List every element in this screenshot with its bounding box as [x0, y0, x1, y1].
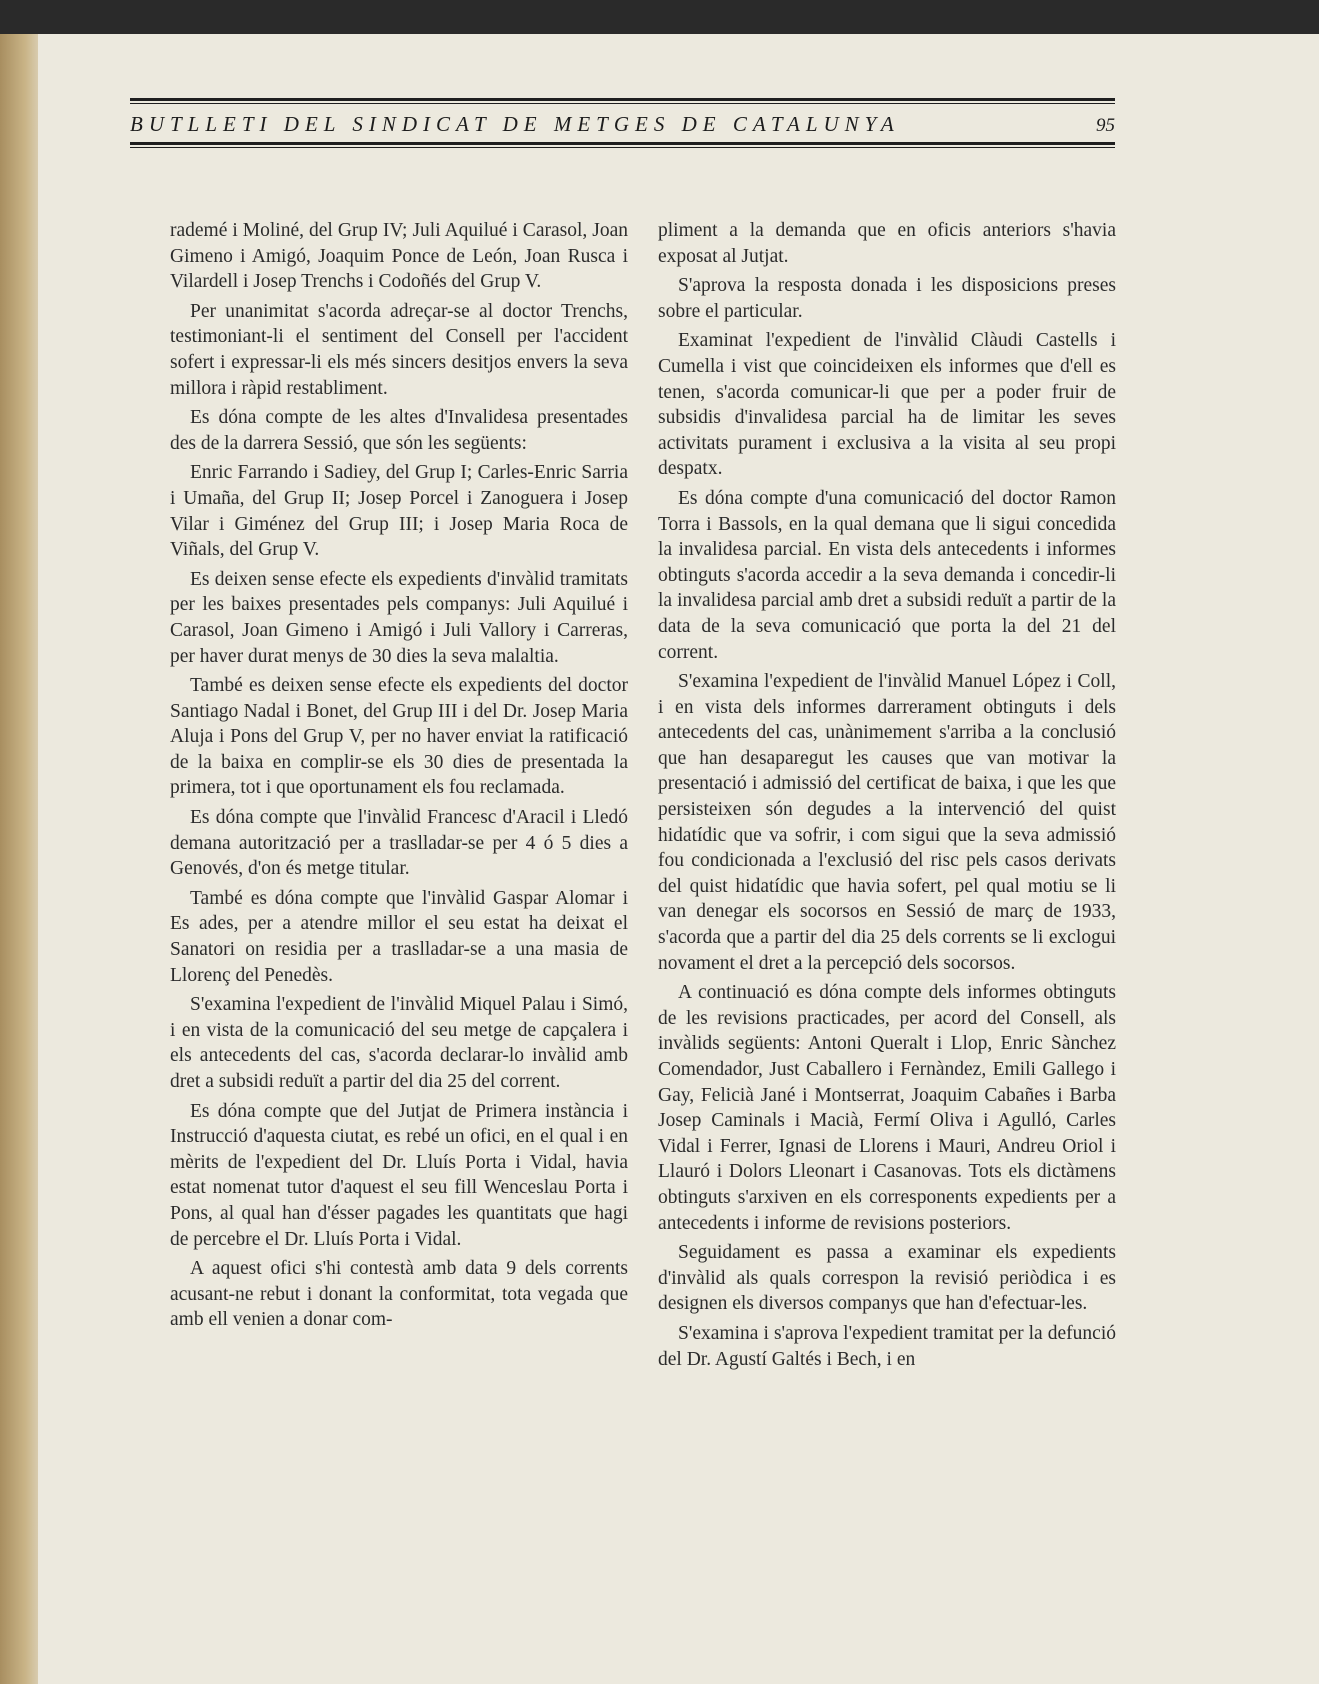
paragraph: Es dóna compte de les altes d'Invalidesa presentades des de la darrera Sessió, que són les següents: [170, 407, 628, 454]
paragraph: També es dóna compte que l'invàlid Gaspar Alomar i Es ades, per a atendre millor el seu estat ha deixat el Sanatori on residia per a traslladar-se a una masia de Llorenç del Penedès. [170, 887, 628, 986]
paragraph: Es dóna compte que del Jutjat de Primera instància i Instrucció d'aquesta ciutat, es rebé un ofici, en el qual i en mèrits de l'expedient del Dr. Lluís Porta i Vidal, havia estat nomenat tutor d'aquest el seu fill Wenceslau Porta i Pons, al qual han d'ésser pagades les quantitats que hagi de percebre el Dr. Lluís Porta i Vidal. [170, 1100, 628, 1250]
journal-title: BUTLLETI DEL SINDICAT DE METGES DE CATALUNYA [130, 112, 900, 136]
paragraph: S'examina l'expedient de l'invàlid Miquel Palau i Simó, i en vista de la comunicació del seu metge de capçalera i els antecedents del cas, s'acorda declarar-lo invàlid amb dret a subsidi reduït a partir del dia 25 del corrent. [170, 994, 628, 1092]
paragraph: Per unanimitat s'acorda adreçar-se al doctor Trenchs, testimoniant-li el sentiment del Consell per l'accident sofert i expressar-li els més sincers desitjos envers la seva millora i ràpid restabliment. [170, 300, 628, 399]
paragraph: rademé i Moliné, del Grup IV; Juli Aquilué i Carasol, Joan Gimeno i Amigó, Joaquim Ponce de León, Joan Rusca i Vilardell i Josep Trenchs i Codoñés del Grup V. [170, 220, 628, 293]
right-column [658, 218, 1116, 1376]
paragraph: S'examina l'expedient de l'invàlid Manuel López i Coll, i en vista dels informes darrerament obtinguts i dels antecedents del cas, unànimement s'arriba a la conclusió que han desaparegut les causes que van motivar la presentació i admissió del certificat de baixa, i que les que persisteixen són degudes a la intervenció del quist hidatídic que va sofrir, i com sigui que la seva admissió fou condicionada a l'exclusió del risc pels casos derivats del quist hidatídic que havia sofert, pel qual motiu se li van denegar els socorsos en Sessió de març de 1933, s'acorda que a partir del dia 25 dels corrents se li exclogui novament el dret a la percepció dels socorsos. [658, 671, 1116, 974]
paragraph: Es dóna compte que l'invàlid Francesc d'Aracil i Lledó demana autorització per a traslladar-se per 4 ó 5 dies a Genovés, d'on és metge titular. [170, 807, 628, 880]
header-rule-top [130, 98, 1115, 101]
page-number: 95 [1096, 115, 1115, 136]
paragraph: Examinat l'expedient de l'invàlid Clàudi Castells i Cumella i vist que coincideixen els informes que d'ell es tenen, s'acorda comunicar-li que per a poder fruir de subsidis d'invalidesa parcial ha de limitar les seves activitats purament i exclusiva a la visita al seu propi despatx. [658, 330, 1116, 480]
paragraph: A continuació es dóna compte dels informes obtinguts de les revisions practicades, per acord del Consell, als invàlids següents: Antoni Queralt i Llop, Enric Sànchez Comendador, Just Caballero i Fernàndez, Emili Gallego i Gay, Felicià Jané i Montserrat, Joaquim Cabañes i Barba Josep Caminals i Macià, Fermí Oliva i Agulló, Carles Vidal i Ferrer, Ignasi de Llorens i Mauri, Andreu Oriol i Llauró i Dolors Lleonart i Casanovas. Tots els dictàmens obtinguts s'arxiven en els corresponents expedients per a antecedents i informe de revisions posteriors. [658, 982, 1116, 1234]
paragraph: Seguidament es passa a examinar els expedients d'invàlid als quals correspon la revisió periòdica i es designen els diversos companys que han d'efectuar-les. [658, 1242, 1116, 1315]
book-spine [0, 34, 42, 1684]
paragraph: S'aprova la resposta donada i les disposicions preses sobre el particular. [658, 275, 1116, 322]
paragraph: També es deixen sense efecte els expedients del doctor Santiago Nadal i Bonet, del Grup III i del Dr. Josep Maria Aluja i Pons del Grup V, per no haver enviat la ratificació de la baixa en complir-se els 30 dies de presentada la primera, tot i que oportunament els fou reclamada. [170, 675, 628, 799]
paragraph: Enric Farrando i Sadiey, del Grup I; Carles-Enric Sarria i Umaña, del Grup II; Josep Porcel i Zanoguera i Josep Vilar i Giménez del Grup III; i Josep Maria Roca de Viñals, del Grup V. [170, 462, 628, 561]
running-header [130, 98, 1115, 148]
paragraph: Es dóna compte d'una comunicació del doctor Ramon Torra i Bassols, en la qual demana que li sigui concedida la invalidesa parcial. En vista dels antecedents i informes obtinguts s'acorda accedir a la seva demanda i concedir-li la invalidesa parcial amb dret a subsidi reduït a partir de la data de la seva comunicació que porta la del 21 del corrent. [658, 487, 1116, 663]
paragraph: pliment a la demanda que en oficis anteriors s'havia exposat al Jutjat. [658, 220, 1116, 267]
header-rule-bottom [130, 142, 1115, 145]
paragraph: S'examina i s'aprova l'expedient tramitat per la defunció del Dr. Agustí Galtés i Bech, i en [658, 1322, 1116, 1370]
left-column [170, 218, 628, 1337]
paragraph: A aquest ofici s'hi contestà amb data 9 dels corrents acusant-ne rebut i donant la conformitat, tota vegada que amb ell venien a donar com- [170, 1258, 628, 1331]
header-rule-bottom-thin [130, 147, 1115, 148]
header-line [130, 104, 1115, 142]
paragraph: Es deixen sense efecte els expedients d'invàlid tramitats per les baixes presentades pels companys: Juli Aquilué i Carasol, Joan Gimeno i Amigó i Juli Vallory i Carreras, per haver durat menys de 30 dies la seva malaltia. [170, 568, 628, 667]
